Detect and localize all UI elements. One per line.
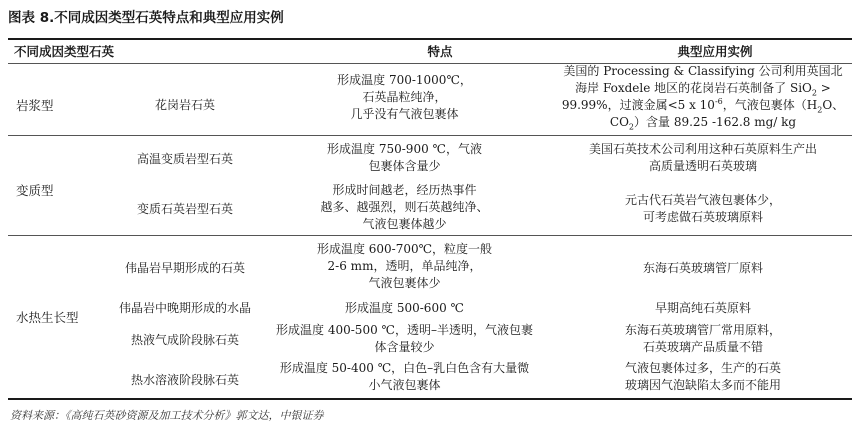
group-label-metamorphic: 变质型 bbox=[16, 183, 54, 198]
header-applications: 典型应用实例 bbox=[677, 44, 753, 59]
feature-text: 形成温度 500-600 ℃ bbox=[345, 301, 464, 315]
feature-text: 形成温度 750-900 ℃，气液 包裹体含量少 bbox=[327, 142, 482, 173]
subtype-label: 热水溶液阶段脉石英 bbox=[130, 373, 239, 387]
application-text: 美国的 Processing & Classifying 公司利用英国北 海岸 Foxdele 地区的花岗岩石英制备了 SiO$_2$ > 99.99%，过渡金属<5 x $10^{-6}$，气液包裹体（$H_2O$、 $CO_2$）含量 89.25 -162.8 mg/ kg bbox=[561, 64, 845, 132]
application-text: 东海石英玻璃管厂原料 bbox=[642, 261, 763, 275]
group-label-hydrothermal: 水热生长型 bbox=[16, 310, 79, 325]
source-note: 资料来源：《高纯石英砂资源及加工技术分析》郭文达，中银证券 bbox=[10, 409, 324, 422]
group-rule bbox=[8, 135, 852, 136]
subtype-label: 热液气成阶段脉石英 bbox=[130, 333, 239, 347]
top-rule bbox=[8, 38, 852, 40]
application-text: 气液包裹体过多，生产的石英 玻璃因气泡缺陷太多而不能用 bbox=[624, 361, 781, 392]
subtype-label: 高温变质岩型石英 bbox=[136, 152, 233, 166]
application-text: 美国石英技术公司利用这种石英原料生产出 高质量透明石英玻璃 bbox=[588, 142, 817, 173]
application-text: 早期高纯石英原料 bbox=[654, 301, 751, 315]
feature-text: 形成温度 50-400 ℃，白色–乳白色含有大量微 小气液包裹体 bbox=[279, 361, 530, 392]
feature-text: 形成温度 400-500 ℃，透明–半透明，气液包裹 体含量较少 bbox=[276, 323, 533, 354]
application-text: 元古代石英岩气液包裹体少， 可考虑做石英玻璃原料 bbox=[624, 193, 781, 224]
subtype-label: 变质石英岩型石英 bbox=[136, 202, 233, 216]
feature-text: 形成时间越老，经历热事件 越多、越强烈，则石英越纯净、 气液包裹体越少 bbox=[320, 183, 489, 231]
header-features: 特点 bbox=[427, 44, 453, 59]
feature-text: 形成温度 600-700℃，粒度一般 2-6 mm，透明，单品纯净， 气液包裹体少 bbox=[316, 242, 493, 290]
subtype-label: 伟晶岩早期形成的石英 bbox=[124, 261, 245, 275]
application-text: 东海石英玻璃管厂常用原料， 石英玻璃产品质量不错 bbox=[624, 323, 781, 354]
bottom-rule bbox=[8, 398, 852, 400]
subtype-label: 花岗岩石英 bbox=[154, 98, 215, 112]
feature-text: 形成温度 700-1000℃， 石英晶粒纯净， 几乎没有气液包裹体 bbox=[337, 73, 472, 121]
subtype-label: 伟晶岩中晚期形成的水晶 bbox=[118, 301, 251, 315]
group-label-magmatic: 岩浆型 bbox=[16, 98, 54, 113]
page-title: 图表 8.不同成因类型石英特点和典型应用实例 bbox=[8, 10, 284, 26]
group-rule bbox=[8, 235, 852, 236]
header-genesis-type: 不同成因类型石英 bbox=[14, 44, 115, 59]
